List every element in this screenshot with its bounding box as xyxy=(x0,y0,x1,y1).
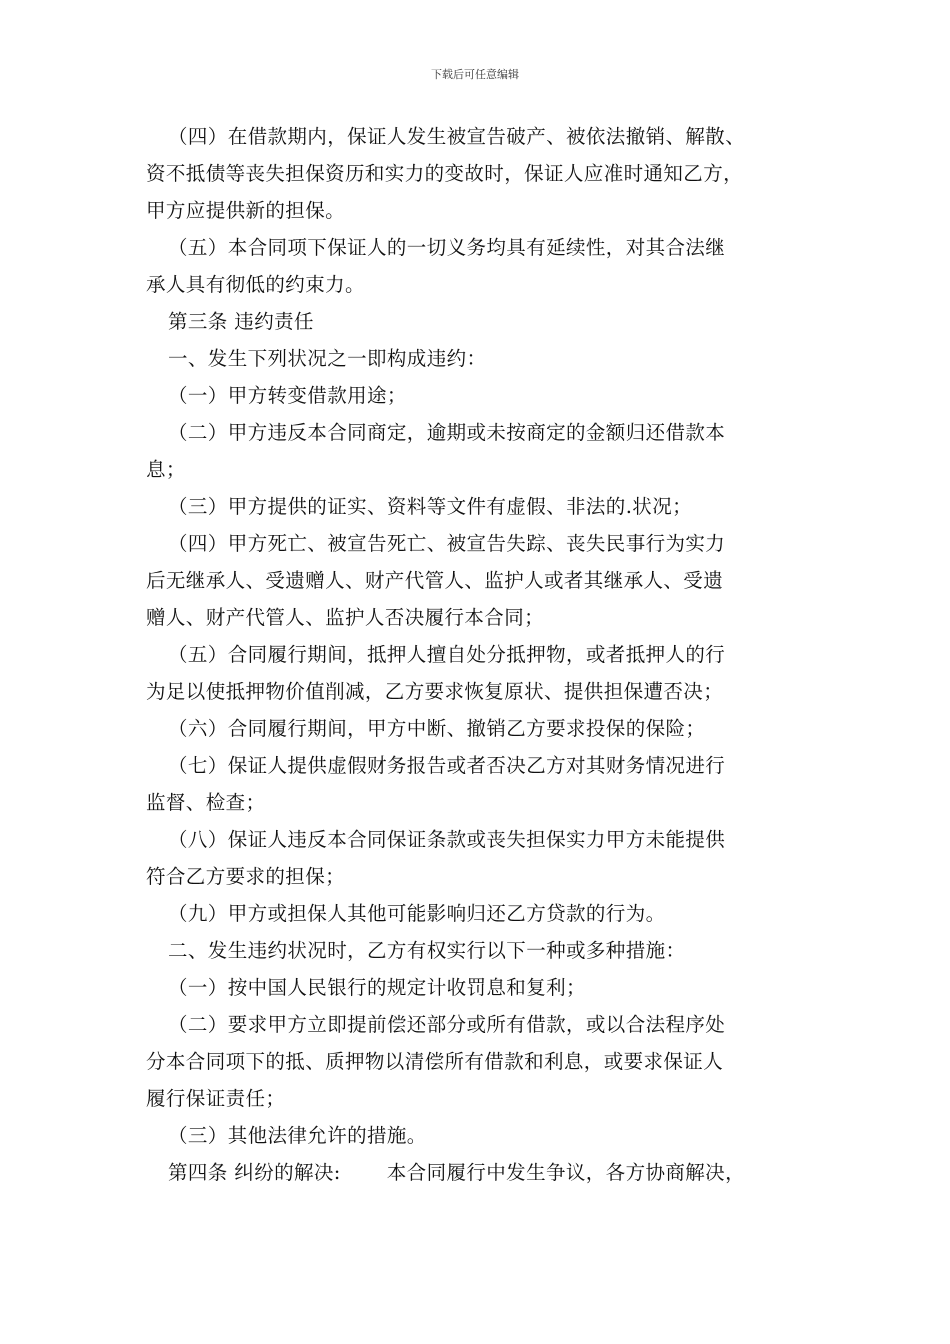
page-header: 下载后可任意编辑 xyxy=(431,68,519,81)
text-line: （五）合同履行期间，抵押人擅自处分抵押物，或者抵押人的行 xyxy=(168,643,726,666)
document-body xyxy=(146,118,810,1191)
text-line: （一）按中国人民银行的规定计收罚息和复利； xyxy=(168,976,586,999)
text-line: 资不抵债等丧失担保资历和实力的变故时，保证人应准时通知乙方， xyxy=(146,162,744,185)
text-line: （三）其他法律允许的措施。 xyxy=(168,1124,427,1147)
text-line: （五）本合同项下保证人的一切义务均具有延续性，对其合法继 xyxy=(168,236,726,259)
text-line: 一、发生下列状况之一即构成违约： xyxy=(168,347,487,370)
text-line: （四）在借款期内，保证人发生被宣告破产、被依法撤销、解散、 xyxy=(168,125,746,148)
text-line: 为足以使抵押物价值削减，乙方要求恢复原状、提供担保遭否决； xyxy=(146,680,724,703)
text-line: 甲方应提供新的担保。 xyxy=(146,199,346,222)
text-line: （六）合同履行期间，甲方中断、撤销乙方要求投保的保险； xyxy=(168,717,706,740)
article-four-text: 本合同履行中发生争议，各方协商解决， xyxy=(386,1161,745,1184)
text-line: （二）甲方违反本合同商定，逾期或未按商定的金额归还借款本 xyxy=(168,421,726,444)
text-line: 后无继承人、受遗赠人、财产代管人、监护人或者其继承人、受遗 xyxy=(146,569,724,592)
text-line: 第三条 违约责任 xyxy=(168,310,314,333)
article-four-line xyxy=(146,1154,810,1191)
text-line: （七）保证人提供虚假财务报告或者否决乙方对其财务情况进行 xyxy=(168,754,726,777)
text-line: （二）要求甲方立即提前偿还部分或所有借款，或以合法程序处 xyxy=(168,1013,726,1036)
text-line: （一）甲方转变借款用途； xyxy=(168,384,407,407)
text-line: （九）甲方或担保人其他可能影响归还乙方贷款的行为。 xyxy=(168,902,666,925)
article-four-heading: 第四条 纠纷的解决: xyxy=(168,1161,341,1184)
text-line: 二、发生违约状况时，乙方有权实行以下一种或多种措施： xyxy=(168,939,686,962)
text-line: 符合乙方要求的担保； xyxy=(146,865,346,888)
text-line: （四）甲方死亡、被宣告死亡、被宣告失踪、丧失民事行为实力 xyxy=(168,532,726,555)
text-line: （三）甲方提供的证实、资料等文件有虚假、非法的.状况； xyxy=(168,495,692,518)
text-line: 监督、检查； xyxy=(146,791,266,814)
text-line: （八）保证人违反本合同保证条款或丧失担保实力甲方未能提供 xyxy=(168,828,726,851)
text-line: 分本合同项下的抵、质押物以清偿所有借款和利息，或要求保证人 xyxy=(146,1050,724,1073)
paragraph-lines xyxy=(146,118,810,1154)
text-line: 履行保证责任； xyxy=(146,1087,286,1110)
text-line: 息； xyxy=(146,458,186,481)
text-line: 赠人、财产代管人、监护人否决履行本合同； xyxy=(146,606,545,629)
text-line: 承人具有彻低的约束力。 xyxy=(146,273,365,296)
